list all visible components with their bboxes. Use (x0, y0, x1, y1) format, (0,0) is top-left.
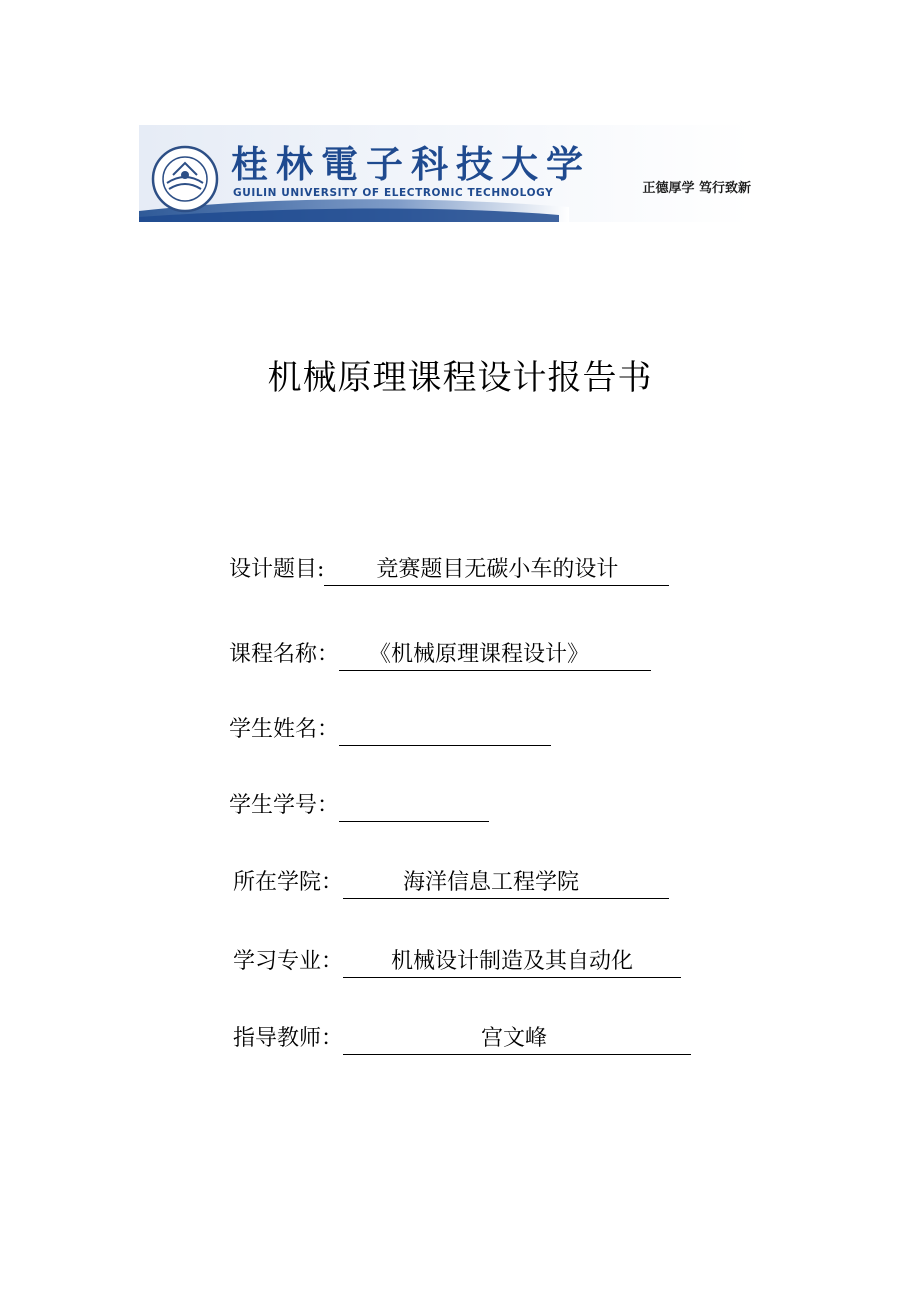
field-value (343, 945, 681, 978)
university-name-cn: 桂林電子科技大学 (231, 142, 591, 186)
field-value-text: 机械设计制造及其自动化 (391, 949, 634, 974)
field-value-text: 海洋信息工程学院 (403, 870, 580, 895)
field-value-text: 竞赛题目无碳小车的设计 (376, 557, 619, 582)
field-student-name (229, 713, 551, 747)
field-value (343, 866, 669, 899)
field-student-id (229, 789, 489, 823)
field-value-text: 《机械原理课程设计》 (369, 642, 590, 667)
field-label: 学习专业： (233, 949, 344, 974)
document-title: 机械原理课程设计报告书 (267, 358, 653, 398)
field-value (339, 789, 489, 822)
field-advisor (233, 1022, 691, 1056)
field-value-text: 宫文峰 (481, 1026, 548, 1051)
field-value (339, 713, 551, 746)
field-label: 指导教师： (233, 1026, 344, 1051)
field-label: 学生姓名： (229, 717, 340, 742)
field-college (233, 866, 669, 900)
field-label: 学生学号： (229, 793, 340, 818)
university-motto: 正德厚学 笃行致新 (642, 181, 751, 196)
field-design-topic (229, 553, 669, 587)
university-seal-icon (151, 145, 219, 213)
field-label: 设计题目: (229, 557, 325, 582)
field-label: 课程名称： (229, 642, 340, 667)
field-value (339, 638, 651, 671)
field-course-name (229, 638, 651, 672)
university-banner (139, 125, 751, 222)
field-major (233, 945, 681, 979)
field-value (343, 1022, 691, 1055)
field-label: 所在学院： (233, 870, 344, 895)
university-name-en: GUILIN UNIVERSITY OF ELECTRONIC TECHNOLOGY (233, 187, 554, 199)
field-value (324, 553, 669, 586)
